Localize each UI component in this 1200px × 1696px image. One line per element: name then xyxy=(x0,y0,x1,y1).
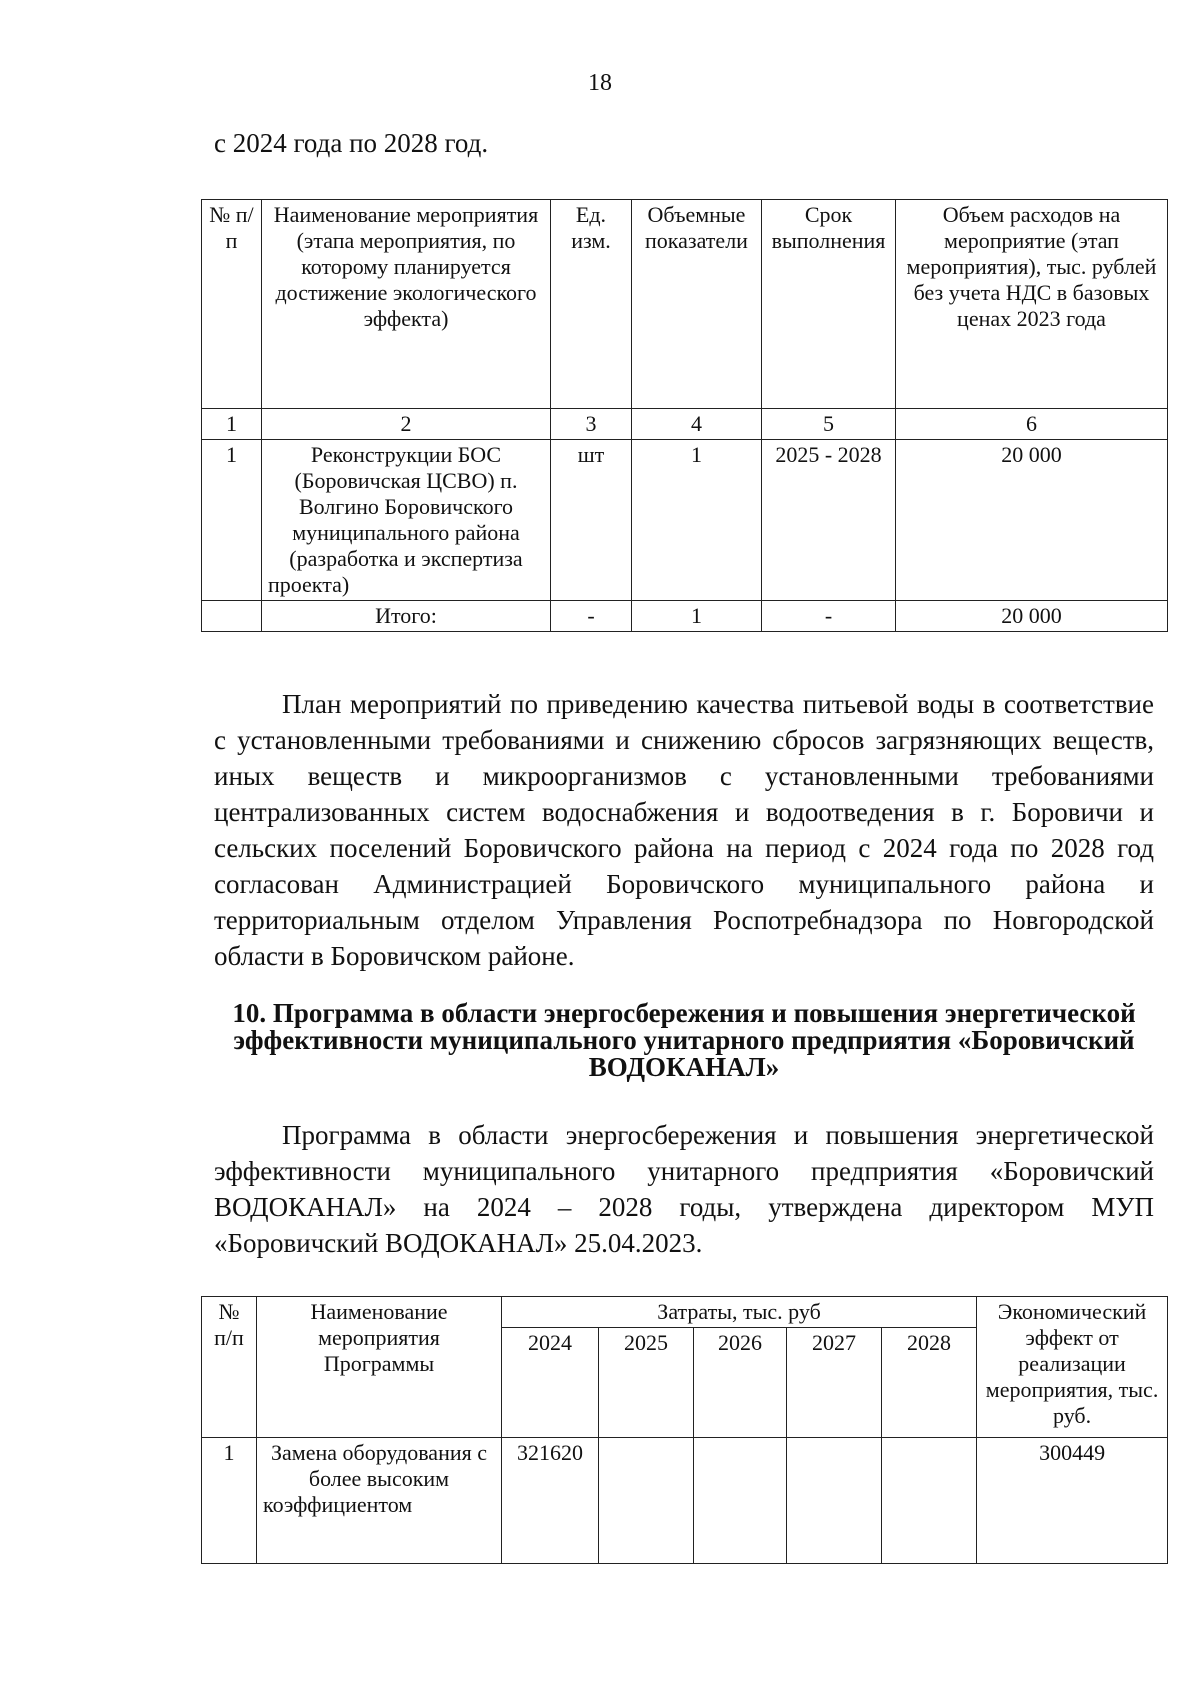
year-header: 2028 xyxy=(882,1327,977,1437)
table-row xyxy=(202,1437,1168,1563)
plan-paragraph-text: План мероприятий по приведению качества питьевой воды в соответствие с установленными требованиями и снижению сбросов загрязняющих веществ, иных веществ и микроорганизмов с установленными требованиями централизованных систем водоснабжения и водоотведения в г. Боровичи и сельских поселений Боровичского района на период с 2024 года по 2028 год согласован Администрацией Боровичского муниципального района и территориальным отделом Управления Роспотребнадзора по Новгородской области в Боровичском районе. xyxy=(214,689,1154,971)
total-row xyxy=(202,600,1168,631)
col-header-effect: Экономический эффект от реализации мероприятия, тыс. руб. xyxy=(977,1297,1168,1438)
year-header: 2025 xyxy=(599,1327,694,1437)
row-num: 1 xyxy=(202,1437,257,1563)
page-number: 18 xyxy=(588,70,612,96)
row-name: Замена оборудования с более высоким коэффициентом xyxy=(257,1437,502,1563)
col-header-volume: Объемные показатели xyxy=(632,200,762,409)
program-paragraph xyxy=(214,1117,1154,1261)
row-num: 1 xyxy=(202,439,262,600)
col-header-costs: Затраты, тыс. руб xyxy=(502,1297,977,1328)
index-cell: 1 xyxy=(202,409,262,440)
energy-program-table xyxy=(201,1296,1168,1564)
column-index-row xyxy=(202,409,1168,440)
index-cell: 4 xyxy=(632,409,762,440)
total-cost: 20 000 xyxy=(896,600,1168,631)
table-header-row xyxy=(202,1297,1168,1328)
row-value-2027 xyxy=(787,1437,882,1563)
row-value-2025 xyxy=(599,1437,694,1563)
index-cell: 2 xyxy=(262,409,551,440)
measures-table xyxy=(201,199,1168,632)
total-volume: 1 xyxy=(632,600,762,631)
index-cell: 6 xyxy=(896,409,1168,440)
row-value-2028 xyxy=(882,1437,977,1563)
year-header: 2024 xyxy=(502,1327,599,1437)
section-heading: 10. Программа в области энергосбережения и повышения энергетической эффективности муниципального унитарного предприятия «Боровичский ВОДОКАНАЛ» xyxy=(232,998,1136,1082)
row-term: 2025 - 2028 xyxy=(762,439,896,600)
col-header-term: Срок выполнения xyxy=(762,200,896,409)
intro-text: с 2024 года по 2028 год. xyxy=(214,128,489,158)
table-header-row xyxy=(202,200,1168,409)
total-label: Итого: xyxy=(262,600,551,631)
year-header: 2026 xyxy=(694,1327,787,1437)
col-header-unit: Ед. изм. xyxy=(551,200,632,409)
index-cell: 3 xyxy=(551,409,632,440)
col-header-name: Наименование мероприятия (этапа мероприятия, по которому планируется достижение экологического эффекта) xyxy=(262,200,551,409)
total-unit: - xyxy=(551,600,632,631)
row-value-2024: 321620 xyxy=(502,1437,599,1563)
col-header-cost: Объем расходов на мероприятие (этап мероприятия), тыс. рублей без учета НДС в базовых ценах 2023 года xyxy=(896,200,1168,409)
row-unit: шт xyxy=(551,439,632,600)
row-cost: 20 000 xyxy=(896,439,1168,600)
row-name: Реконструкции БОС (Боровичская ЦСВО) п. Волгино Боровичского муниципального района (разработка и экспертиза проекта) xyxy=(262,439,551,600)
col-header-num: № п/п xyxy=(202,200,262,409)
year-header: 2027 xyxy=(787,1327,882,1437)
index-cell: 5 xyxy=(762,409,896,440)
plan-paragraph xyxy=(214,686,1154,974)
total-term: - xyxy=(762,600,896,631)
row-value-2026 xyxy=(694,1437,787,1563)
col-header-num: № п/п xyxy=(202,1297,257,1438)
row-effect: 300449 xyxy=(977,1437,1168,1563)
row-volume: 1 xyxy=(632,439,762,600)
col-header-name: Наименование мероприятия Программы xyxy=(257,1297,502,1438)
total-num xyxy=(202,600,262,631)
program-paragraph-text: Программа в области энергосбережения и повышения энергетической эффективности муниципального унитарного предприятия «Боровичский ВОДОКАНАЛ» на 2024 – 2028 годы, утверждена директором МУП «Боровичский ВОДОКАНАЛ» 25.04.2023. xyxy=(214,1120,1154,1258)
table-row xyxy=(202,439,1168,600)
